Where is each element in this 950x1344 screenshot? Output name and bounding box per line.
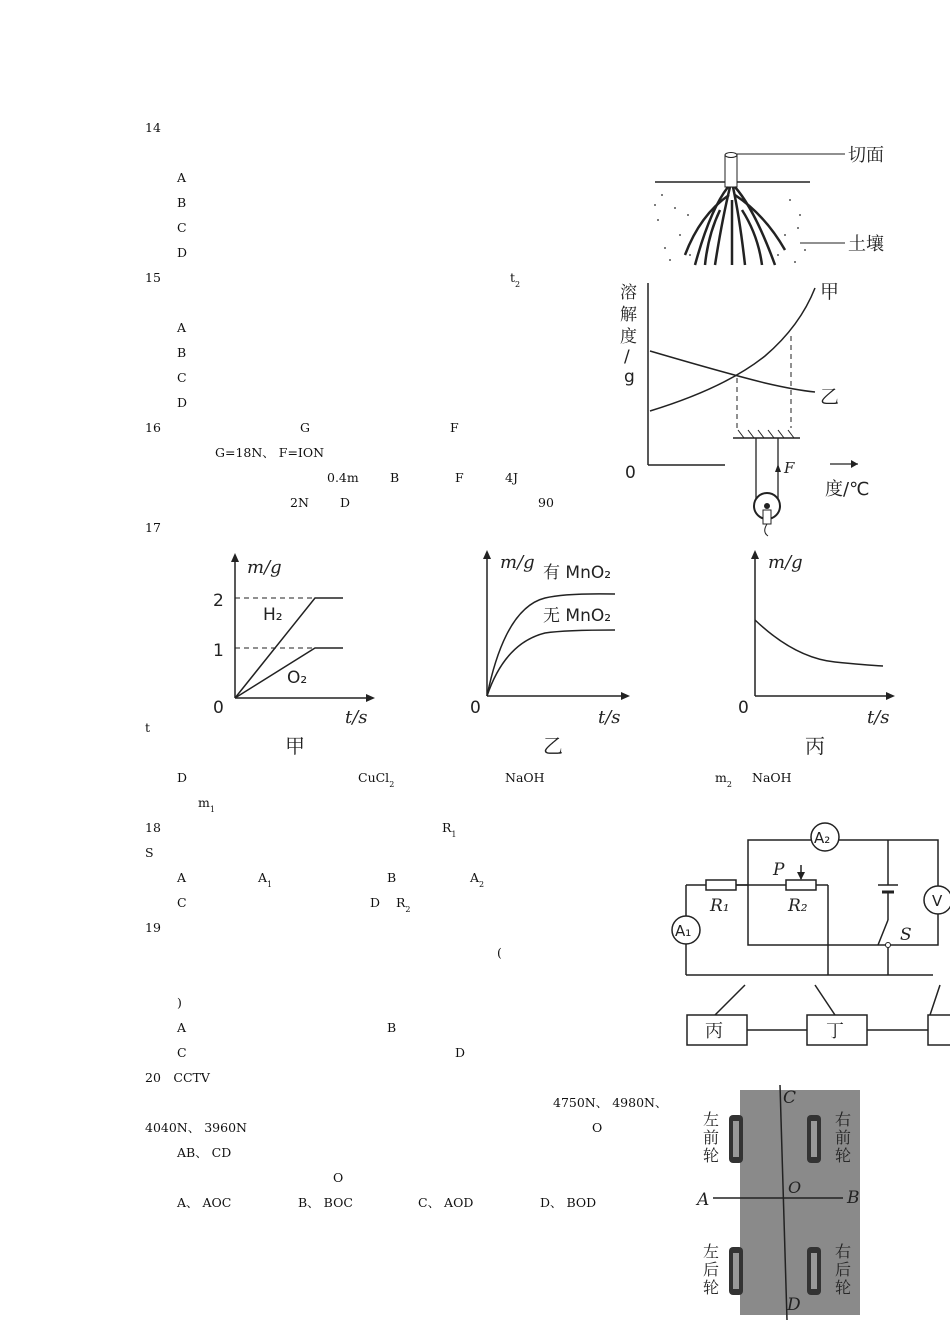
q20-opt-a: A、 AOC: [177, 1195, 232, 1210]
bing-zero: 0: [738, 698, 749, 718]
a1-label: A₁: [675, 922, 692, 940]
r1-label: R₁: [710, 896, 730, 916]
sol-zero: 0: [625, 463, 636, 483]
p-label: P: [773, 860, 785, 880]
jia-tick-2: 2: [213, 591, 224, 611]
yi-with-label: 有 MnO₂: [543, 563, 612, 583]
pulley-f: F: [784, 459, 795, 477]
q14-line1: 14: [145, 120, 423, 136]
q15-line1: 15: [145, 270, 161, 285]
q19-line1: 19: [145, 920, 161, 935]
lr-1: 左: [703, 1242, 720, 1261]
q15-opt-c: C: [177, 370, 187, 385]
label-b: B: [847, 1188, 860, 1208]
q18-opt-b: B: [387, 870, 397, 885]
jia-zero: 0: [213, 698, 224, 718]
lf-3: 轮: [703, 1146, 720, 1165]
bing-xlabel: t/s: [867, 707, 890, 728]
q15-t2: $t_2$: [510, 270, 521, 289]
wheel-rr: [807, 1247, 821, 1295]
yi-without-mno2: [487, 630, 615, 696]
lf-1: 左: [703, 1110, 720, 1129]
rr-1: 右: [835, 1242, 852, 1261]
label-a: A: [697, 1190, 710, 1210]
yi-xlabel: t/s: [598, 707, 621, 728]
q17-cucl2: CuCl$_2$: [358, 770, 395, 789]
q19-paren: (: [497, 945, 502, 960]
rf-1: 右: [835, 1110, 852, 1129]
graph-bing: [735, 548, 915, 778]
q18-opt-a-a1: $A_1$: [258, 870, 273, 889]
q20-opt-b: B、 BOC: [298, 1195, 353, 1210]
cut-label: 切面: [848, 145, 884, 166]
jia-caption: 甲: [285, 734, 305, 758]
q14-opt-d: D: [177, 245, 188, 260]
box-bing-label: 丙: [705, 1021, 723, 1042]
wheel-lr: [729, 1247, 743, 1295]
q19-paren2: ): [177, 995, 182, 1010]
resistor-r1: [706, 880, 736, 890]
wheel-lf: [729, 1115, 743, 1163]
q14-body: [173, 120, 423, 135]
jia-ylabel: m/g: [247, 557, 282, 578]
yi-caption: 乙: [543, 734, 563, 758]
v-label: V: [932, 892, 943, 910]
pulley-figure: [728, 428, 808, 538]
a2-label: A₂: [814, 829, 831, 847]
yi-zero: 0: [470, 698, 481, 718]
q17-naoh: NaOH: [505, 770, 545, 785]
q18-opt-b-a2: $A_2$: [470, 870, 485, 889]
label-d: D: [787, 1295, 801, 1315]
lr-3: 轮: [703, 1278, 720, 1297]
q19-opt-b: B: [387, 1020, 397, 1035]
q16-line1: 16: [145, 420, 161, 435]
q18-opt-c: C: [177, 895, 187, 910]
box-edge: [928, 1015, 950, 1045]
lf-2: 前: [703, 1128, 720, 1147]
rr-2: 后: [835, 1260, 852, 1279]
q16-opt-d: D: [340, 495, 351, 510]
q18-line1: 18: [145, 820, 161, 835]
q16-f: F: [450, 420, 459, 435]
q18-opt-a: A: [177, 870, 187, 885]
yi-ylabel: m/g: [500, 552, 535, 573]
bing-curve: [755, 620, 883, 666]
bing-caption: 丙: [805, 734, 825, 758]
graph-jia: [205, 548, 385, 778]
sol-xlabel: 度/℃: [825, 479, 870, 500]
q16-opt-d-val: 90: [538, 495, 554, 510]
resistor-r2: [786, 880, 816, 890]
graph-yi: [465, 548, 645, 778]
q14-opt-a: A: [177, 170, 187, 185]
q20-forces: 4750N、 4980N、: [553, 1095, 668, 1110]
q20-opt-c: C、 AOD: [418, 1195, 474, 1210]
q15-opt-b: B: [177, 345, 187, 360]
sol-ylabel-2: 解: [620, 305, 637, 325]
stem-cut: [725, 155, 737, 187]
q19-opt-c: C: [177, 1045, 187, 1060]
q17-line1: 17: [145, 520, 161, 535]
yi-without-label: 无 MnO₂: [543, 606, 612, 626]
label-c: C: [783, 1088, 797, 1108]
q16-opt-b-val: 4J: [505, 470, 518, 485]
q15-opt-d: D: [177, 395, 188, 410]
rr-3: 轮: [835, 1278, 852, 1297]
sol-ylabel-4: /: [624, 347, 630, 367]
sol-ylabel-3: 度: [620, 327, 637, 347]
q17-opt-d: D: [177, 770, 188, 785]
q18-opt-d: D: [370, 895, 381, 910]
bing-ylabel: m/g: [768, 552, 803, 573]
switch-s: [878, 920, 888, 945]
boxes-figure: [685, 980, 950, 1050]
curve-yi: [650, 351, 815, 392]
q15-opt-a: A: [177, 320, 187, 335]
q19-opt-a: A: [177, 1020, 187, 1035]
label-jia: 甲: [820, 281, 840, 303]
q18-opt-d-r2: $R_2$: [396, 895, 411, 914]
curve-jia: [650, 288, 815, 411]
s-label: S: [900, 925, 912, 945]
q16-g: G: [300, 420, 310, 435]
q20-line1: 20 CCTV: [145, 1070, 210, 1085]
q14-opt-b: B: [177, 195, 187, 210]
car-figure: [695, 1085, 945, 1320]
roots: [685, 187, 785, 265]
q16-opt-b-f: F: [455, 470, 464, 485]
jia-h2-label: H₂: [263, 605, 283, 625]
q16-opt-b: B: [390, 470, 400, 485]
q19-opt-d: D: [455, 1045, 466, 1060]
label-yi: 乙: [820, 386, 840, 408]
q20-opt-d: D、 BOD: [540, 1195, 597, 1210]
soil-dots: [654, 194, 806, 263]
q14-opt-c: C: [177, 220, 187, 235]
q16-given: G=18N、 F=ION: [215, 445, 325, 460]
circuit-figure: [668, 815, 943, 980]
lr-2: 后: [703, 1260, 720, 1279]
q20-forces2: 4040N、 3960N: [145, 1120, 247, 1135]
q16-opt-a-val: 0.4m: [327, 470, 359, 485]
q20-lines: AB、 CD: [177, 1145, 232, 1160]
q16-opt-c-val: 2N: [290, 495, 309, 510]
jia-tick-1: 1: [213, 641, 224, 661]
q17-m1: $m_1$: [198, 795, 215, 814]
rf-2: 前: [835, 1128, 852, 1147]
q17-naoh2: NaOH: [752, 770, 792, 785]
q18-s: S: [145, 845, 154, 860]
wheel-rf: [807, 1115, 821, 1163]
rf-3: 轮: [835, 1146, 852, 1165]
sol-ylabel-5: g: [624, 367, 635, 387]
label-o: O: [788, 1178, 802, 1197]
soil-label: 土壤: [848, 234, 884, 255]
r2-label: R₂: [788, 896, 808, 916]
q17-m2: $m_2$: [715, 770, 732, 789]
q20-o2: O: [333, 1170, 344, 1185]
q20-o: O: [592, 1120, 603, 1135]
box-ding-label: 丁: [826, 1021, 844, 1042]
q14-line2: [145, 145, 158, 161]
jia-xlabel: t/s: [345, 707, 368, 728]
q17-t-fragment: t: [145, 720, 151, 735]
q18-r1: $R_1$: [442, 820, 457, 839]
root-figure: [650, 140, 950, 265]
jia-o2-label: O₂: [287, 668, 308, 688]
sol-ylabel-1: 溶: [620, 283, 637, 303]
